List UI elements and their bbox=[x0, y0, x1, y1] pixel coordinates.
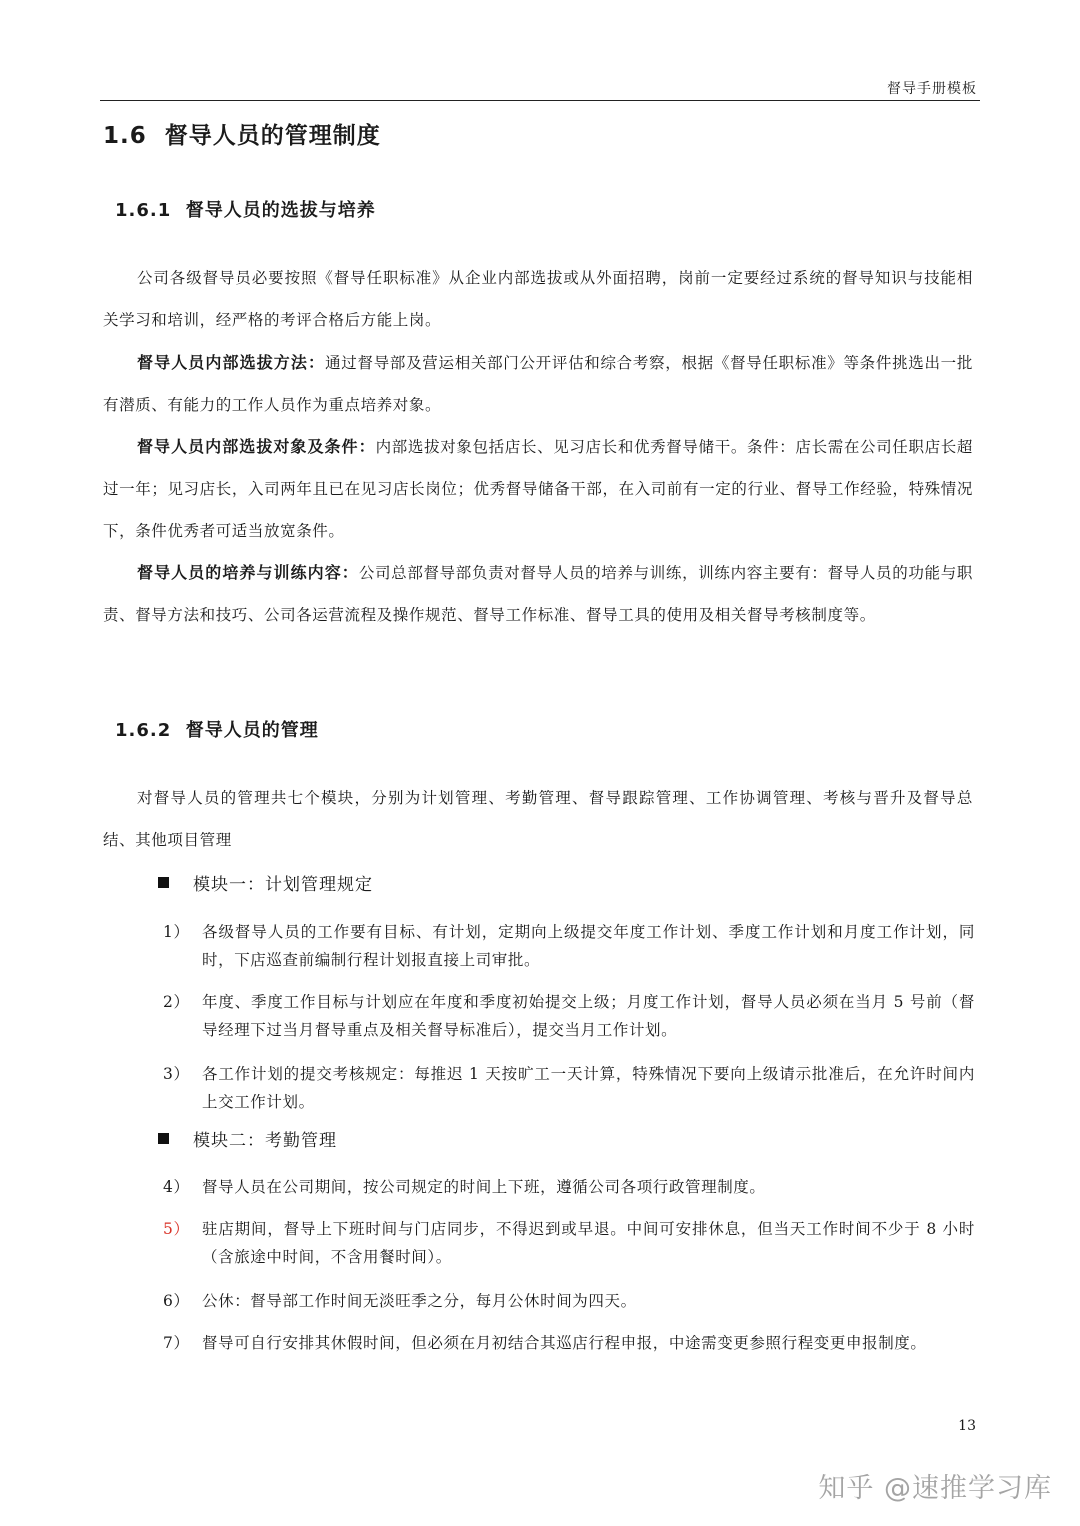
list-item-text: 年度、季度工作目标与计划应在年度和季度初始提交上级；月度工作计划，督导人员必须在当月 5 号前（督导经理下过当月督导重点及相关督导标准后），提交当月工作计划。 bbox=[202, 993, 975, 1039]
list-item-number: 3） bbox=[163, 1065, 190, 1083]
selection-criteria-text: 内部选拔对象包括店长、见习店长和优秀督导储干。条件：店长需在公司任职店长超过一年；见习店长，入司两年且已在见习店长岗位；优秀督导储备干部，在入司前有一定的行业、督导工作经验，特殊情况下，条件优秀者可适当放宽条件。 bbox=[103, 438, 973, 540]
square-bullet-icon bbox=[158, 877, 169, 888]
list-item bbox=[163, 988, 975, 1044]
list-item bbox=[163, 1329, 975, 1357]
list-item bbox=[163, 1173, 975, 1201]
list-item-text: 各工作计划的提交考核规定：每推迟 1 天按旷工一天计算，特殊情况下要向上级请示批准后，在允许时间内上交工作计划。 bbox=[202, 1065, 975, 1111]
square-bullet-icon bbox=[158, 1133, 169, 1144]
training-paragraph bbox=[103, 552, 973, 636]
list-item bbox=[163, 918, 975, 974]
list-item bbox=[163, 1215, 975, 1271]
list-item-number: 1） bbox=[163, 923, 190, 941]
list-item-number: 2） bbox=[163, 993, 190, 1011]
list-item bbox=[163, 1060, 975, 1116]
list-item-text: 各级督导人员的工作要有目标、有计划，定期向上级提交年度工作计划、季度工作计划和月度工作计划，同时，下店巡查前编制行程计划报直接上司审批。 bbox=[202, 923, 975, 969]
intro-paragraph-1: 公司各级督导员必要按照《督导任职标准》从企业内部选拔或从外面招聘，岗前一定要经过系统的督导知识与技能相关学习和培训，经严格的考评合格后方能上岗。 bbox=[103, 269, 973, 329]
list-item-text: 督导人员在公司期间，按公司规定的时间上下班，遵循公司各项行政管理制度。 bbox=[202, 1178, 766, 1196]
intro-paragraph-2: 对督导人员的管理共七个模块，分别为计划管理、考勤管理、督导跟踪管理、工作协调管理、考核与晋升及督导总结、其他项目管理 bbox=[103, 789, 973, 849]
watermark: 知乎 @速推学习库 bbox=[818, 1473, 1052, 1504]
list-item-number: 5） bbox=[163, 1220, 190, 1238]
list-item-text: 公休：督导部工作时间无淡旺季之分，每月公休时间为四天。 bbox=[202, 1292, 637, 1310]
training-text: 公司总部督导部负责对督导人员的培养与训练，训练内容主要有：督导人员的功能与职责、督导方法和技巧、公司各运营流程及操作规范、督导工作标准、督导工具的使用及相关督导考核制度等。 bbox=[103, 564, 973, 624]
list-item-number: 6） bbox=[163, 1292, 190, 1310]
subsection-title-2: 1.6.2 督导人员的管理 bbox=[115, 720, 319, 741]
running-header: 督导手册模板 bbox=[887, 81, 977, 97]
list-item-number: 7） bbox=[163, 1334, 190, 1352]
selection-method-paragraph bbox=[103, 342, 973, 426]
training-label: 督导人员的培养与训练内容： bbox=[137, 563, 359, 582]
list-item-text: 督导可自行安排其休假时间，但必须在月初结合其巡店行程申报，中途需变更参照行程变更申报制度。 bbox=[202, 1334, 927, 1352]
list-item bbox=[163, 1287, 975, 1315]
module-1-title: 模块一：计划管理规定 bbox=[193, 875, 373, 895]
selection-criteria-label: 督导人员内部选拔对象及条件： bbox=[137, 437, 376, 456]
selection-criteria-paragraph bbox=[103, 426, 973, 552]
module-1-heading bbox=[158, 870, 373, 895]
page-number: 13 bbox=[958, 1418, 976, 1434]
selection-method-label: 督导人员内部选拔方法： bbox=[137, 353, 326, 372]
subsection-title-1: 1.6.1 督导人员的选拔与培养 bbox=[115, 200, 376, 221]
list-item-text: 驻店期间，督导上下班时间与门店同步，不得迟到或早退。中间可安排休息，但当天工作时间不少于 8 小时（含旅途中时间，不含用餐时间）。 bbox=[202, 1220, 975, 1266]
list-item-number: 4） bbox=[163, 1178, 190, 1196]
section-title: 1.6 督导人员的管理制度 bbox=[103, 123, 381, 149]
module-2-heading bbox=[158, 1126, 337, 1151]
selection-method-text: 通过督导部及营运相关部门公开评估和综合考察，根据《督导任职标准》等条件挑选出一批有潜质、有能力的工作人员作为重点培养对象。 bbox=[103, 354, 973, 414]
header-rule bbox=[100, 100, 980, 101]
module-2-title: 模块二：考勤管理 bbox=[193, 1131, 337, 1151]
